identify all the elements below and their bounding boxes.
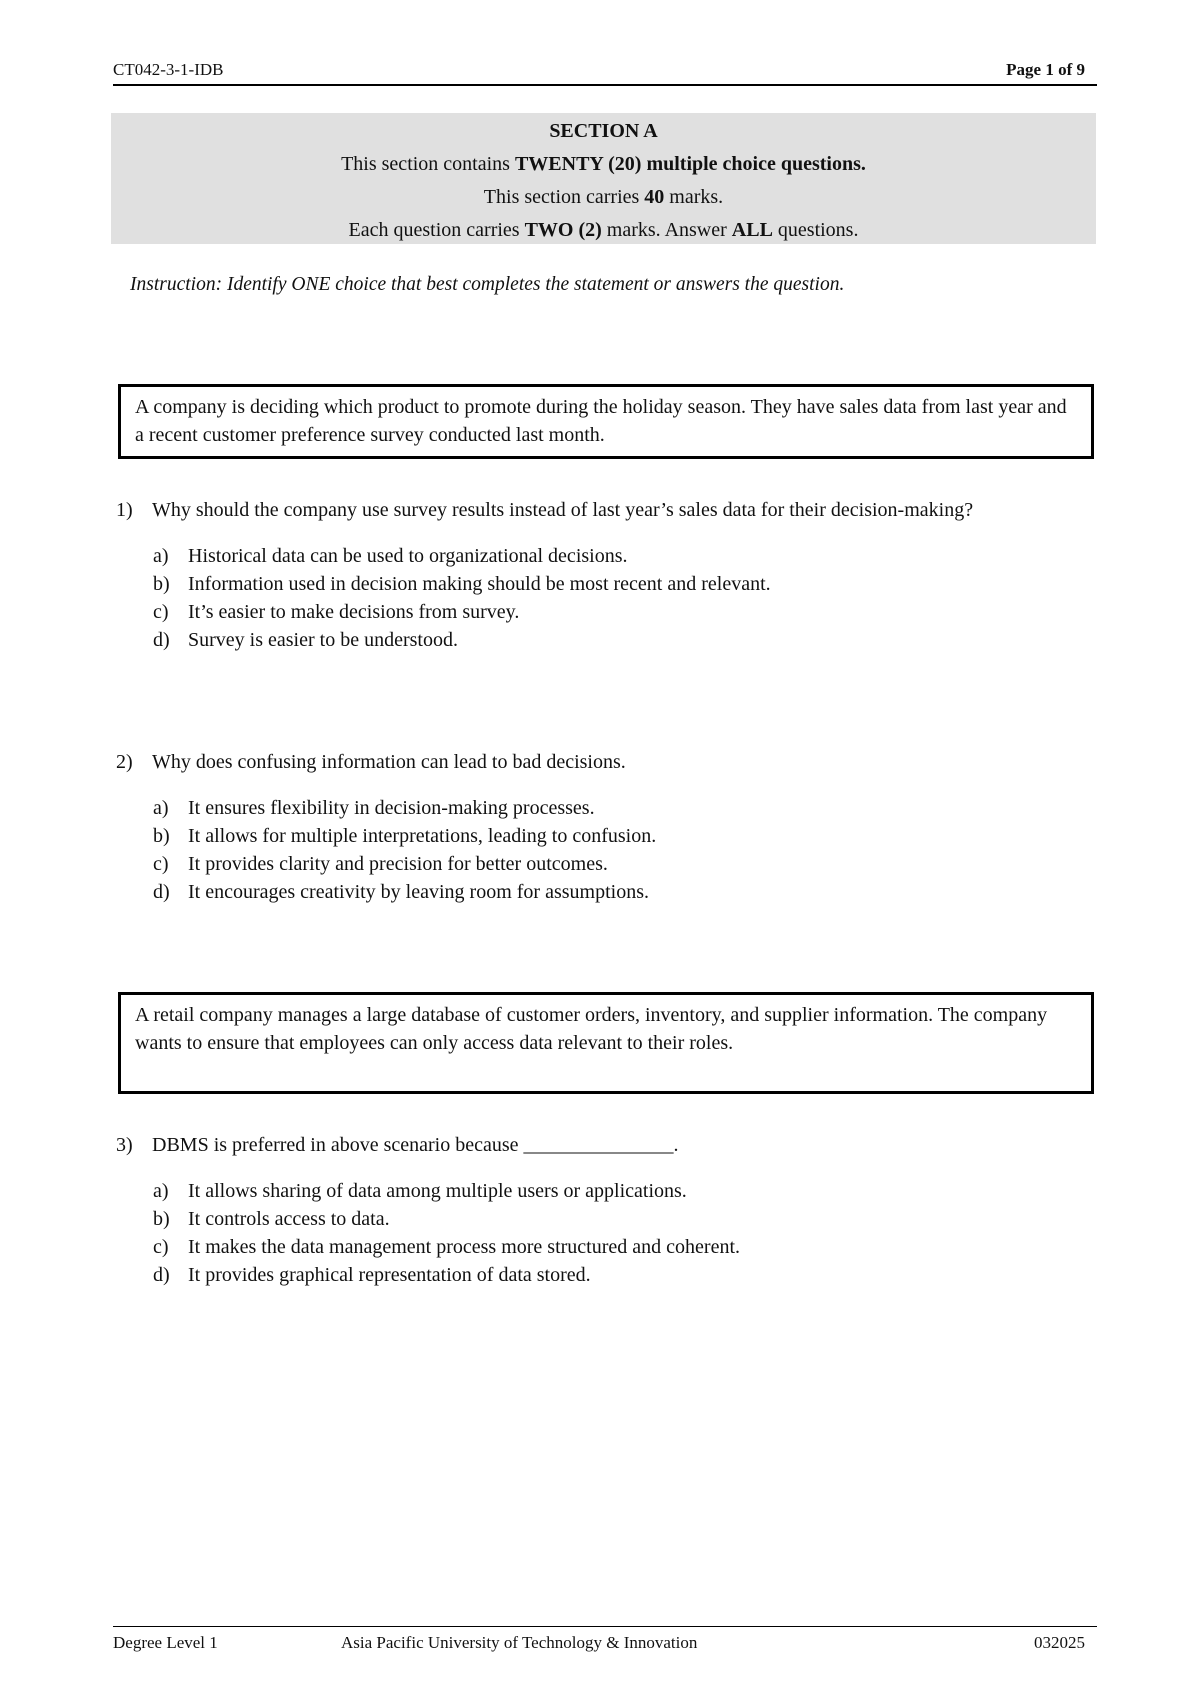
- page-number: Page 1 of 9: [1006, 60, 1085, 79]
- option-letter: a): [153, 1180, 169, 1202]
- option-b: [116, 1205, 1097, 1233]
- option-letter: d): [153, 881, 170, 903]
- section-line3-bold1: TWO (2): [524, 219, 602, 241]
- question-text: Why does confusing information can lead to bad decisions.: [152, 751, 626, 773]
- option-d: [116, 878, 1097, 906]
- degree-level: Degree Level 1: [113, 1633, 218, 1652]
- university-name: Asia Pacific University of Technology & Innovation: [341, 1633, 698, 1652]
- section-title: SECTION A: [549, 120, 658, 142]
- option-c: [116, 598, 1097, 626]
- option-text: It makes the data management process more structured and coherent.: [188, 1236, 741, 1258]
- option-text: It encourages creativity by leaving room for assumptions.: [188, 881, 649, 903]
- question-text: Why should the company use survey results instead of last year’s sales data for their decision-making?: [152, 499, 974, 521]
- section-line-marks: [111, 181, 1096, 214]
- page-footer: [113, 1626, 1097, 1657]
- option-b: [116, 822, 1097, 850]
- option-d: [116, 626, 1097, 654]
- option-c: [116, 850, 1097, 878]
- section-line3-post: questions.: [772, 219, 859, 241]
- scenario-box: A retail company manages a large database of customer orders, inventory, and supplier information. The company wants to ensure that employees can only access data relevant to their roles.: [118, 992, 1094, 1094]
- option-text: It ensures flexibility in decision-making processes.: [188, 797, 595, 819]
- instruction-text: Instruction: Identify ONE choice that best completes the statement or answers the question.: [130, 274, 845, 295]
- option-a: [116, 1177, 1097, 1205]
- option-letter: d): [153, 629, 170, 651]
- option-text: It provides graphical representation of data stored.: [188, 1264, 591, 1286]
- question-2: [116, 748, 1097, 906]
- option-letter: b): [153, 1208, 170, 1230]
- question-text: DBMS is preferred in above scenario because _______________.: [152, 1134, 679, 1156]
- option-list: [116, 1177, 1097, 1289]
- option-a: [116, 542, 1097, 570]
- question-number: 2): [116, 751, 133, 773]
- question-1: [116, 496, 1097, 654]
- option-letter: a): [153, 545, 169, 567]
- option-letter: c): [153, 1236, 169, 1258]
- section-line1-bold: TWENTY (20) multiple choice questions.: [514, 153, 866, 175]
- option-letter: b): [153, 573, 170, 595]
- option-text: It allows for multiple interpretations, leading to confusion.: [188, 825, 657, 847]
- option-list: [116, 794, 1097, 906]
- option-letter: a): [153, 797, 169, 819]
- question-3: [116, 1131, 1097, 1289]
- page-header: [113, 56, 1097, 86]
- section-line3-mid: marks. Answer: [601, 219, 732, 241]
- scenario-box: A company is deciding which product to promote during the holiday season. They have sales data from last year and a recent customer preference survey conducted last month.: [118, 384, 1094, 459]
- section-banner: [111, 113, 1096, 244]
- question-stem: [116, 748, 1097, 776]
- option-letter: c): [153, 853, 169, 875]
- section-line2-post: marks.: [664, 186, 724, 208]
- question-stem: [116, 496, 1097, 524]
- option-text: It controls access to data.: [188, 1208, 390, 1230]
- section-line1-text: This section contains: [341, 153, 515, 175]
- option-c: [116, 1233, 1097, 1261]
- option-letter: d): [153, 1264, 170, 1286]
- section-line3-text: Each question carries: [348, 219, 525, 241]
- option-text: Information used in decision making should be most recent and relevant.: [188, 573, 771, 595]
- option-text: It allows sharing of data among multiple users or applications.: [188, 1180, 687, 1202]
- section-line-answer-all: [111, 214, 1096, 247]
- question-number: 3): [116, 1134, 133, 1156]
- section-line3-bold2: ALL: [731, 219, 773, 241]
- option-letter: c): [153, 601, 169, 623]
- option-text: It’s easier to make decisions from survey.: [188, 601, 520, 623]
- course-code: CT042-3-1-IDB: [113, 60, 224, 79]
- question-stem: [116, 1131, 1097, 1159]
- option-text: It provides clarity and precision for better outcomes.: [188, 853, 608, 875]
- option-text: Historical data can be used to organizational decisions.: [188, 545, 628, 567]
- section-line-questions: [111, 148, 1096, 181]
- document-id: 032025: [1034, 1633, 1085, 1652]
- option-letter: b): [153, 825, 170, 847]
- section-line2-bold: 40: [644, 186, 665, 208]
- option-list: [116, 542, 1097, 654]
- section-line2-text: This section carries: [483, 186, 645, 208]
- option-b: [116, 570, 1097, 598]
- option-text: Survey is easier to be understood.: [188, 629, 458, 651]
- option-a: [116, 794, 1097, 822]
- option-d: [116, 1261, 1097, 1289]
- question-number: 1): [116, 499, 133, 521]
